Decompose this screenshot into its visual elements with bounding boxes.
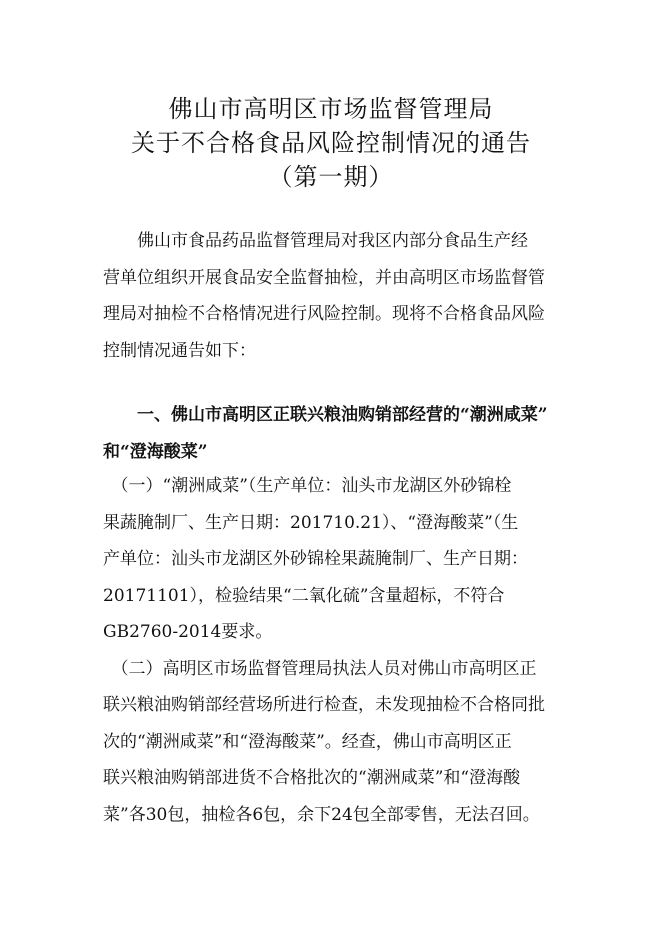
- para1-line: 果蔬腌制厂、生产日期：201710.21）、“澄海酸菜”（生: [103, 512, 519, 533]
- para2-line: 联兴粮油购销部经营场所进行检查，未发现抽检不合格同批: [103, 695, 545, 715]
- document-title: [0, 92, 662, 194]
- intro-line: 理局对抽检不合格情况进行风险控制。现将不合格食品风险: [103, 304, 545, 324]
- title-line-2: 关于不合格食品风险控制情况的通告: [131, 129, 531, 157]
- intro-line: 佛山市食品药品监督管理局对我区内部分食品生产经: [103, 231, 528, 251]
- intro-line: 营单位组织开展食品安全监督抽检，并由高明区市场监督管: [103, 267, 545, 288]
- heading-line: 和“澄海酸菜”: [103, 441, 208, 462]
- section-1-body: [103, 468, 573, 833]
- para2-line: 次的“潮洲咸菜”和“澄海酸菜”。经查，佛山市高明区正: [103, 731, 512, 752]
- para2-line: （二）高明区市场监督管理局执法人员对佛山市高明区正: [103, 658, 537, 679]
- para1-line: GB2760-2014要求。: [103, 622, 273, 642]
- intro-line: 控制情况通告如下：: [103, 340, 256, 361]
- para1-line: （一）“潮洲咸菜”（生产单位：汕头市龙湖区外砂锦栓: [103, 476, 512, 496]
- title-line-3: （第一期）: [268, 163, 394, 191]
- para2-line: 菜”各30包，抽检各6包，余下24包全部零售，无法召回。: [103, 804, 540, 825]
- title-line-1: 佛山市高明区市场监督管理局: [168, 95, 494, 123]
- heading-line: 一、佛山市高明区正联兴粮油购销部经营的“潮洲咸菜”: [103, 405, 548, 425]
- section-1-heading: [103, 397, 573, 470]
- para1-line: 20171101），检验结果“二氧化硫”含量超标，不符合: [103, 585, 505, 606]
- para2-line: 联兴粮油购销部进货不合格批次的“潮洲咸菜”和“澄海酸: [103, 768, 521, 788]
- intro-paragraph: [103, 223, 573, 369]
- para1-line: 产单位：汕头市龙湖区外砂锦栓果蔬腌制厂、生产日期：: [103, 549, 528, 569]
